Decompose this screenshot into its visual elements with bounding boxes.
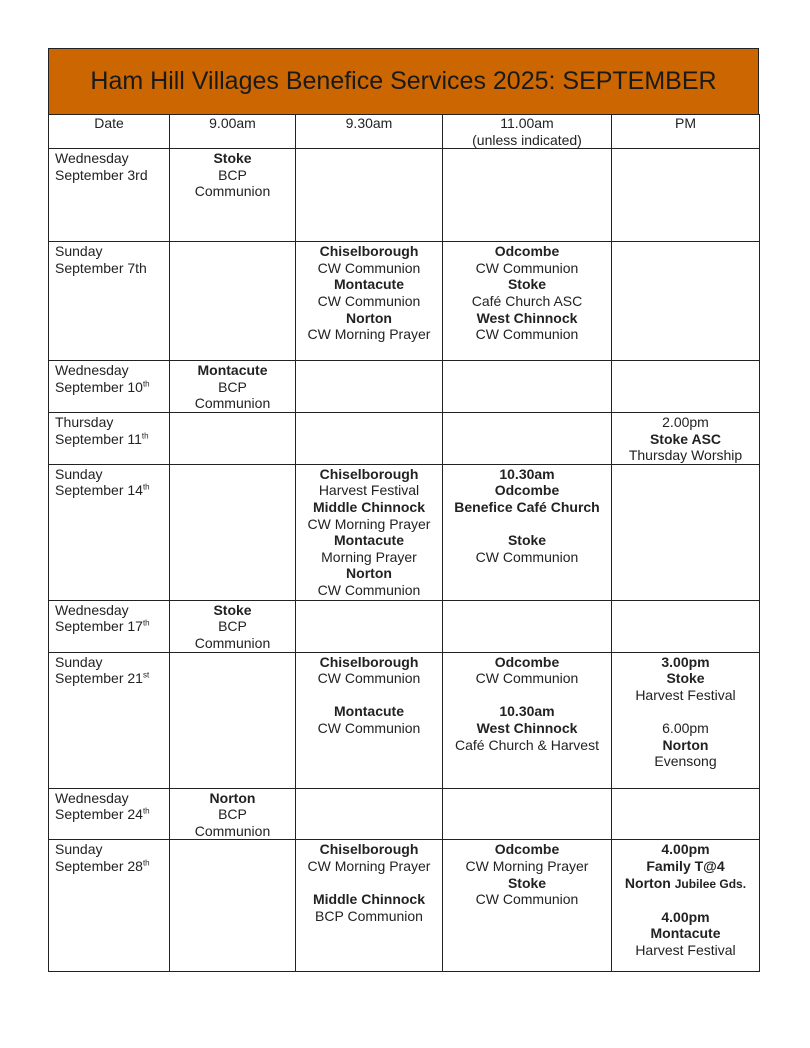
service-detail <box>445 737 609 754</box>
service-text: Chiselborough <box>319 243 419 260</box>
date-label <box>55 618 166 635</box>
service-text: Middle Chinnock <box>313 891 425 908</box>
service-cell-t930 <box>296 652 443 788</box>
header-1100-note: (unless indicated) <box>472 131 582 148</box>
schedule-row <box>49 840 760 972</box>
schedule-row <box>49 600 760 652</box>
page-title: Ham Hill Villages Benefice Services 2025: SEPTEMBER <box>90 67 717 95</box>
service-text: 2.00pm <box>662 413 709 430</box>
service-detail <box>614 687 757 704</box>
date-text: September 14 <box>55 482 143 499</box>
service-cell-t900 <box>170 361 296 413</box>
services-table <box>48 114 760 972</box>
service-detail <box>172 395 293 412</box>
spacer <box>445 516 609 533</box>
schedule-row <box>49 788 760 840</box>
service-text: Norton <box>346 309 392 326</box>
service-text: Montacute <box>334 532 404 549</box>
service-detail <box>298 858 440 875</box>
service-cell-t930 <box>296 361 443 413</box>
service-heading <box>445 466 609 483</box>
service-cell-t930 <box>296 788 443 840</box>
date-text: September 3rd <box>55 166 148 183</box>
service-heading <box>298 243 440 260</box>
spacer <box>298 687 440 704</box>
service-detail <box>445 326 609 343</box>
service-text: CW Communion <box>317 259 421 276</box>
service-cell-t930 <box>296 149 443 242</box>
service-cell-pm <box>612 412 760 464</box>
service-heading <box>445 310 609 327</box>
service-cell-pm <box>612 149 760 242</box>
service-heading <box>445 841 609 858</box>
service-text: CW Morning Prayer <box>307 515 431 532</box>
service-text: BCP <box>218 618 247 635</box>
service-text: Stoke <box>507 874 547 891</box>
service-heading <box>172 602 293 619</box>
service-detail <box>614 753 757 770</box>
service-cell-pm <box>612 652 760 788</box>
service-heading <box>614 875 757 893</box>
service-text: Harvest Festival <box>635 941 736 958</box>
service-text: CW Communion <box>475 326 579 343</box>
service-heading <box>614 431 757 448</box>
service-text: 10.30am <box>499 703 555 720</box>
service-heading <box>445 875 609 892</box>
service-text: 6.00pm <box>662 719 709 736</box>
service-text: Norton <box>346 565 392 582</box>
service-text: Montacute <box>334 276 404 293</box>
schedule-row <box>49 361 760 413</box>
service-heading <box>298 654 440 671</box>
service-text: Stoke <box>213 150 252 167</box>
service-detail <box>172 618 293 635</box>
day-name: Sunday <box>55 465 103 482</box>
service-heading <box>172 150 293 167</box>
service-heading <box>614 841 757 858</box>
date-text: September 24 <box>55 806 143 823</box>
service-detail <box>298 549 440 566</box>
date-cell <box>49 149 170 242</box>
service-text: Odcombe <box>494 482 560 499</box>
service-schedule <box>48 48 759 972</box>
service-cell-t1100 <box>443 600 612 652</box>
date-cell <box>49 361 170 413</box>
header-row <box>49 115 760 149</box>
service-text: Harvest Festival <box>635 686 736 703</box>
service-detail <box>172 183 293 200</box>
service-heading <box>445 532 609 549</box>
service-heading <box>298 466 440 483</box>
service-text: Chiselborough <box>319 653 419 670</box>
day-name: Sunday <box>55 841 103 858</box>
service-detail <box>172 167 293 184</box>
date-label <box>55 806 166 823</box>
date-text: September 10 <box>55 378 143 395</box>
service-cell-t1100 <box>443 840 612 972</box>
date-suffix: th <box>141 430 149 440</box>
service-cell-t930 <box>296 840 443 972</box>
date-suffix: th <box>142 379 150 389</box>
service-cell-t930 <box>296 242 443 361</box>
service-text: CW Communion <box>475 548 579 565</box>
date-suffix: th <box>142 618 150 628</box>
service-cell-pm <box>612 464 760 600</box>
title-banner <box>48 48 759 114</box>
service-text: Morning Prayer <box>321 548 417 565</box>
service-text: Thursday Worship <box>628 447 743 464</box>
service-text: West Chinnock <box>476 309 578 326</box>
service-detail <box>298 582 440 599</box>
service-text: Odcombe <box>494 841 560 858</box>
date-cell <box>49 412 170 464</box>
date-suffix: th <box>142 858 150 868</box>
service-text: BCP <box>218 166 247 183</box>
date-text: September 11 <box>55 430 142 447</box>
service-text: 4.00pm <box>661 908 710 925</box>
service-text: 4.00pm <box>661 841 710 858</box>
service-heading <box>172 362 293 379</box>
service-text: Stoke <box>666 670 705 687</box>
service-text: Communion <box>194 183 271 200</box>
service-cell-t900 <box>170 242 296 361</box>
date-text: September 7th <box>55 259 147 276</box>
date-label <box>55 260 166 277</box>
service-text: Odcombe <box>494 653 560 670</box>
service-detail <box>445 549 609 566</box>
service-text: CW Communion <box>317 581 421 598</box>
service-text: West Chinnock <box>476 719 578 736</box>
service-detail <box>445 260 609 277</box>
service-cell-t930 <box>296 464 443 600</box>
service-detail <box>172 823 293 840</box>
service-heading <box>614 654 757 671</box>
service-text: 10.30am <box>499 465 555 482</box>
service-text: Norton <box>209 789 256 806</box>
service-cell-pm <box>612 242 760 361</box>
service-heading <box>614 737 757 754</box>
service-text: Benefice Café Church <box>454 498 600 515</box>
date-text: September 28 <box>55 857 143 874</box>
service-heading <box>298 310 440 327</box>
service-cell-t1100 <box>443 652 612 788</box>
service-detail <box>172 635 293 652</box>
service-text: Communion <box>194 822 271 839</box>
date-cell <box>49 464 170 600</box>
service-detail <box>298 908 440 925</box>
date-cell <box>49 242 170 361</box>
day-name: Wednesday <box>55 362 129 379</box>
header-1100 <box>443 115 612 149</box>
header-930: 9.30am <box>296 115 443 149</box>
service-text: Norton <box>662 736 709 753</box>
date-text: September 21 <box>55 670 143 687</box>
date-label <box>55 431 166 448</box>
service-detail <box>298 260 440 277</box>
schedule-row <box>49 149 760 242</box>
service-detail <box>298 516 440 533</box>
service-text: BCP <box>218 806 247 823</box>
service-text: Stoke ASC <box>649 430 722 447</box>
day-name: Thursday <box>55 413 114 430</box>
service-cell-t1100 <box>443 361 612 413</box>
service-detail <box>614 414 757 431</box>
service-text: CW Morning Prayer <box>307 326 431 343</box>
service-heading <box>298 276 440 293</box>
date-cell <box>49 788 170 840</box>
service-text: Stoke <box>507 276 547 293</box>
date-label <box>55 858 166 875</box>
service-heading <box>614 670 757 687</box>
service-text: BCP <box>218 378 247 395</box>
day-name: Wednesday <box>55 601 129 618</box>
service-heading <box>614 925 757 942</box>
date-cell <box>49 652 170 788</box>
service-heading <box>298 841 440 858</box>
service-heading <box>298 565 440 582</box>
service-text: Norton <box>624 874 671 891</box>
service-cell-t930 <box>296 600 443 652</box>
service-detail <box>298 293 440 310</box>
header-900: 9.00am <box>170 115 296 149</box>
service-text: CW Morning Prayer <box>465 857 589 874</box>
service-cell-pm <box>612 840 760 972</box>
service-cell-t1100 <box>443 412 612 464</box>
service-detail <box>445 670 609 687</box>
service-detail <box>445 858 609 875</box>
service-text: Stoke <box>507 532 547 549</box>
spacer <box>614 703 757 720</box>
service-text: Odcombe <box>494 243 560 260</box>
service-cell-t900 <box>170 840 296 972</box>
day-name: Wednesday <box>55 789 129 806</box>
service-heading <box>614 858 757 875</box>
service-heading <box>445 654 609 671</box>
service-cell-t900 <box>170 149 296 242</box>
date-label <box>55 167 166 184</box>
service-text: Evensong <box>654 753 717 770</box>
service-cell-t1100 <box>443 242 612 361</box>
schedule-row <box>49 464 760 600</box>
service-heading <box>445 482 609 499</box>
spacer <box>445 687 609 704</box>
service-heading <box>445 499 609 516</box>
service-text: Montacute <box>650 925 721 942</box>
service-text: 3.00pm <box>661 653 710 670</box>
header-1100-time: 11.00am <box>500 115 554 131</box>
service-detail <box>445 891 609 908</box>
header-date: Date <box>49 115 170 149</box>
service-detail <box>298 720 440 737</box>
day-name: Wednesday <box>55 150 129 167</box>
service-text: CW Communion <box>475 670 579 687</box>
service-text: CW Communion <box>317 292 421 309</box>
service-text: Chiselborough <box>319 841 419 858</box>
service-text: Chiselborough <box>319 465 419 482</box>
service-detail <box>614 942 757 959</box>
service-text: Middle Chinnock <box>313 498 425 515</box>
service-heading <box>172 790 293 807</box>
service-text: CW Morning Prayer <box>307 857 431 874</box>
service-cell-t1100 <box>443 464 612 600</box>
service-heading <box>298 891 440 908</box>
service-heading <box>298 703 440 720</box>
service-detail <box>298 326 440 343</box>
date-cell <box>49 840 170 972</box>
service-detail <box>614 447 757 464</box>
service-heading <box>445 720 609 737</box>
service-cell-pm <box>612 600 760 652</box>
service-detail <box>298 670 440 687</box>
service-text: Stoke <box>213 601 252 618</box>
service-text: Café Church ASC <box>471 292 583 309</box>
service-text: Café Church & Harvest <box>455 736 599 753</box>
schedule-row <box>49 652 760 788</box>
service-cell-t1100 <box>443 149 612 242</box>
service-heading <box>445 243 609 260</box>
service-text: Harvest Festival <box>318 482 420 499</box>
header-pm: PM <box>612 115 760 149</box>
service-text: CW Communion <box>475 259 579 276</box>
service-text: Family T@4 <box>646 857 725 874</box>
service-cell-t900 <box>170 464 296 600</box>
service-detail <box>172 806 293 823</box>
service-text: Montacute <box>197 362 268 379</box>
date-suffix: th <box>142 806 150 816</box>
service-text: Montacute <box>334 703 404 720</box>
service-text: BCP Communion <box>315 907 423 924</box>
service-heading <box>298 532 440 549</box>
service-cell-t900 <box>170 412 296 464</box>
service-text: Communion <box>194 395 271 412</box>
service-cell-t1100 <box>443 788 612 840</box>
date-suffix: st <box>142 670 150 680</box>
date-label <box>55 670 166 687</box>
date-cell <box>49 600 170 652</box>
service-heading <box>298 499 440 516</box>
service-detail <box>614 720 757 737</box>
schedule-row <box>49 412 760 464</box>
day-name: Sunday <box>55 243 103 260</box>
service-heading <box>614 909 757 926</box>
service-text: CW Communion <box>475 891 579 908</box>
schedule-row <box>49 242 760 361</box>
service-heading <box>445 703 609 720</box>
service-detail <box>445 293 609 310</box>
service-detail <box>298 482 440 499</box>
service-cell-pm <box>612 788 760 840</box>
date-text: September 17 <box>55 618 143 635</box>
spacer <box>298 875 440 892</box>
service-cell-t900 <box>170 600 296 652</box>
service-text: Communion <box>194 634 271 651</box>
service-cell-pm <box>612 361 760 413</box>
service-detail <box>172 379 293 396</box>
service-cell-t900 <box>170 788 296 840</box>
service-text: CW Communion <box>317 719 421 736</box>
date-label <box>55 482 166 499</box>
day-name: Sunday <box>55 653 103 670</box>
date-suffix: th <box>142 482 150 492</box>
venue-note: Jubilee Gds. <box>674 876 747 891</box>
service-cell-t900 <box>170 652 296 788</box>
date-label <box>55 379 166 396</box>
spacer <box>614 892 757 909</box>
service-heading <box>445 276 609 293</box>
service-cell-t930 <box>296 412 443 464</box>
service-text: CW Communion <box>317 670 421 687</box>
